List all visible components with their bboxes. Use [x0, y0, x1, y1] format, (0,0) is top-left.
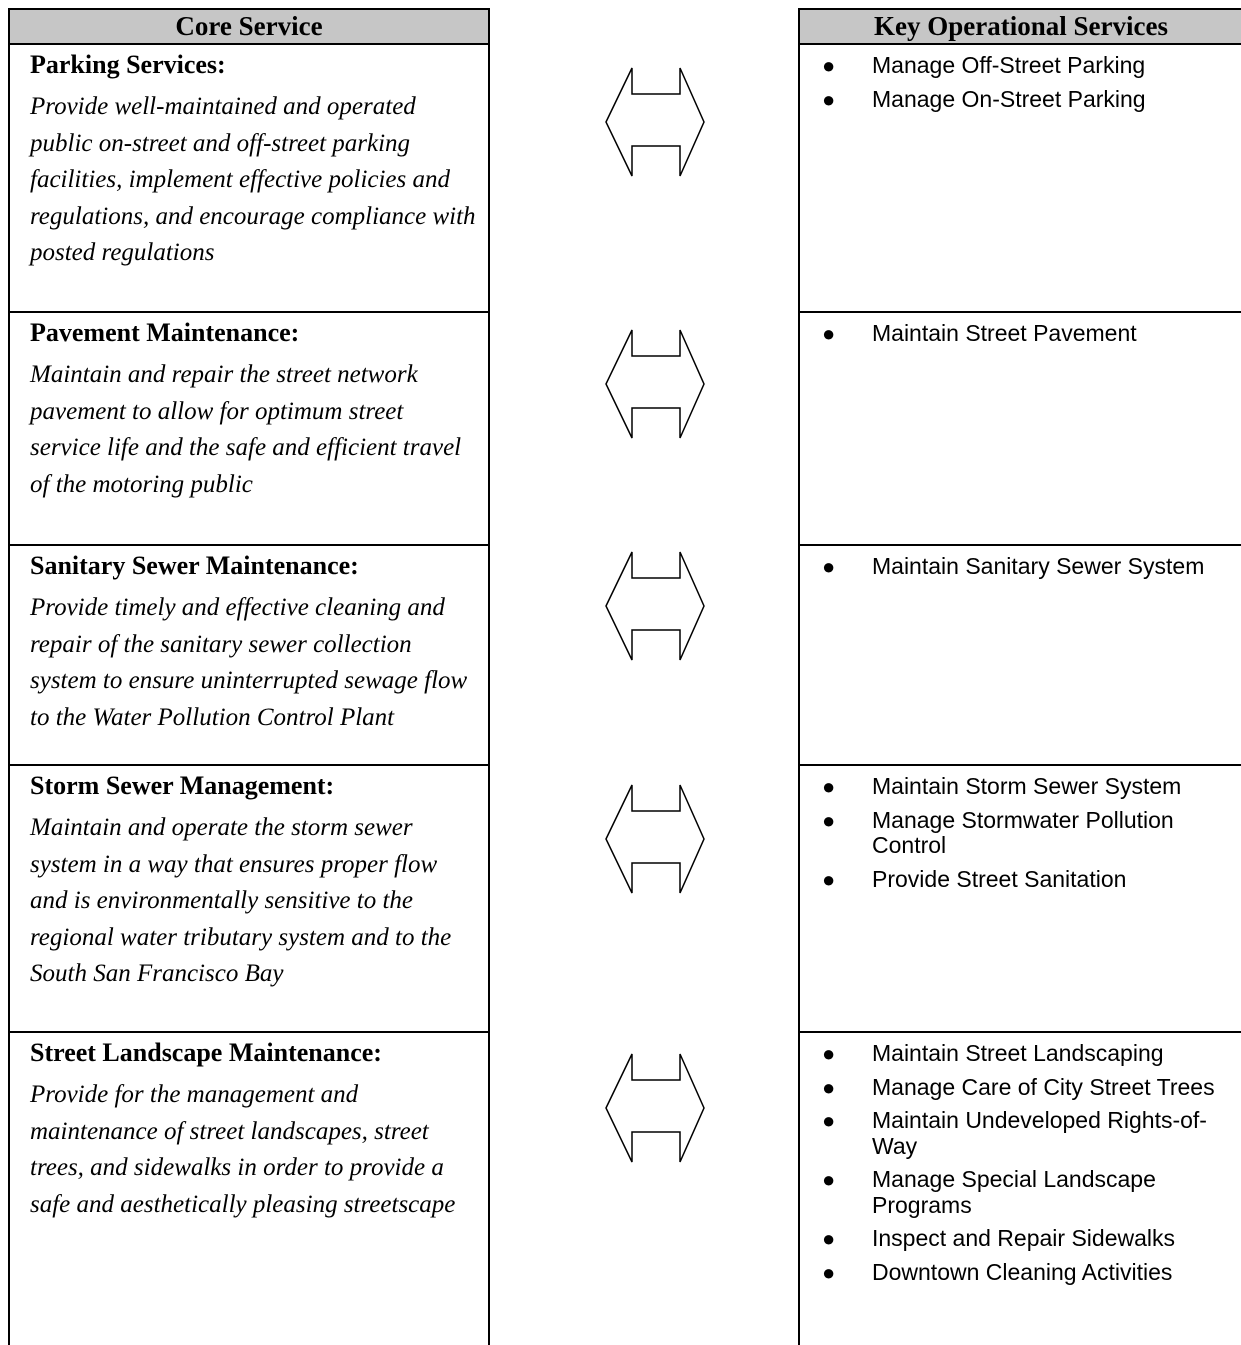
list-item: ● Provide Street Sanitation — [822, 865, 1127, 892]
core-service-description: Provide well-maintained and operated public on-street and off-street parking facilities, implement effective policies and regulations, and encourage compliance with posted regulations — [30, 93, 476, 266]
bullet-icon: ● — [822, 1167, 836, 1192]
core-service-row-pavement — [10, 313, 488, 546]
operational-services-row-storm — [800, 766, 1241, 1033]
double-arrow-icon — [604, 1052, 706, 1164]
core-service-description: Maintain and operate the storm sewer system in a way that ensures proper flow and is environmentally sensitive to the regional water tributary system and to the South San Francisco Bay — [30, 814, 452, 987]
operational-services-row-landscape — [800, 1033, 1241, 1345]
core-service-row-sanitary — [10, 546, 488, 766]
core-service-row-storm — [10, 766, 488, 1033]
bullet-icon: ● — [822, 1226, 836, 1251]
operational-services-row-pavement — [800, 313, 1241, 546]
key-operational-services-column — [798, 8, 1241, 1345]
list-item: ● Inspect and Repair Sidewalks — [822, 1225, 1175, 1251]
core-service-row-landscape — [10, 1033, 488, 1345]
core-service-description: Provide timely and effective cleaning and repair of the sanitary sewer collection system to ensure uninterrupted sewage flow to the Water Pollution Control Plant — [30, 594, 468, 731]
double-arrow-icon — [604, 783, 706, 895]
list-item: ● Maintain Sanitary Sewer System — [822, 553, 1205, 579]
operational-services-list — [800, 321, 1241, 355]
double-arrow-icon — [604, 550, 706, 662]
core-service-title: Pavement Maintenance: — [30, 318, 300, 347]
list-item: ● Maintain Undeveloped Rights-of-Way — [822, 1107, 1207, 1159]
operational-services-list — [800, 774, 1241, 900]
double-arrow-icon — [604, 328, 706, 440]
core-service-row-parking — [10, 45, 488, 313]
bullet-icon: ● — [822, 1259, 836, 1285]
bullet-icon: ● — [822, 554, 836, 579]
bullet-icon: ● — [822, 807, 836, 833]
list-item: ● Manage Stormwater Pollution Control — [822, 806, 1174, 858]
core-service-title: Parking Services: — [30, 50, 226, 79]
operational-services-list — [800, 53, 1241, 120]
bullet-icon: ● — [822, 774, 836, 799]
list-item: ● Manage Off-Street Parking — [822, 52, 1146, 78]
operational-services-list — [800, 554, 1241, 588]
core-service-column — [8, 8, 490, 1345]
bullet-icon: ● — [822, 1074, 836, 1100]
bullet-icon: ● — [822, 86, 836, 112]
list-item: ● Manage On-Street Parking — [822, 85, 1146, 112]
list-item: ● Maintain Street Landscaping — [822, 1040, 1164, 1066]
list-item: ● Manage Care of City Street Trees — [822, 1073, 1215, 1100]
bullet-icon: ● — [822, 866, 836, 892]
bullet-icon: ● — [822, 321, 836, 346]
core-service-description: Maintain and repair the street network pavement to allow for optimum street service life and the safe and efficient travel of the motoring public — [30, 361, 462, 498]
list-item: ● Maintain Storm Sewer System — [822, 773, 1182, 799]
key-operational-services-header: Key Operational Services — [800, 8, 1241, 45]
bullet-icon: ● — [822, 1108, 836, 1133]
bullet-icon: ● — [822, 1041, 836, 1066]
operational-services-row-sanitary — [800, 546, 1241, 766]
list-item: ● Downtown Cleaning Activities — [822, 1258, 1173, 1285]
operational-services-row-parking — [800, 45, 1241, 313]
list-item: ● Manage Special Landscape Programs — [822, 1166, 1156, 1218]
core-service-title: Sanitary Sewer Maintenance: — [30, 551, 359, 580]
core-service-header: Core Service — [10, 8, 488, 45]
bullet-icon: ● — [822, 53, 836, 78]
list-item: ● Maintain Street Pavement — [822, 320, 1137, 346]
core-service-description: Provide for the management and maintenance of street landscapes, street trees, and sidewalks in order to provide a safe and aesthetically pleasing streetscape — [30, 1081, 456, 1218]
core-service-title: Storm Sewer Management: — [30, 771, 335, 800]
core-service-title: Street Landscape Maintenance: — [30, 1038, 382, 1067]
operational-services-list — [800, 1041, 1241, 1293]
double-arrow-icon — [604, 66, 706, 178]
